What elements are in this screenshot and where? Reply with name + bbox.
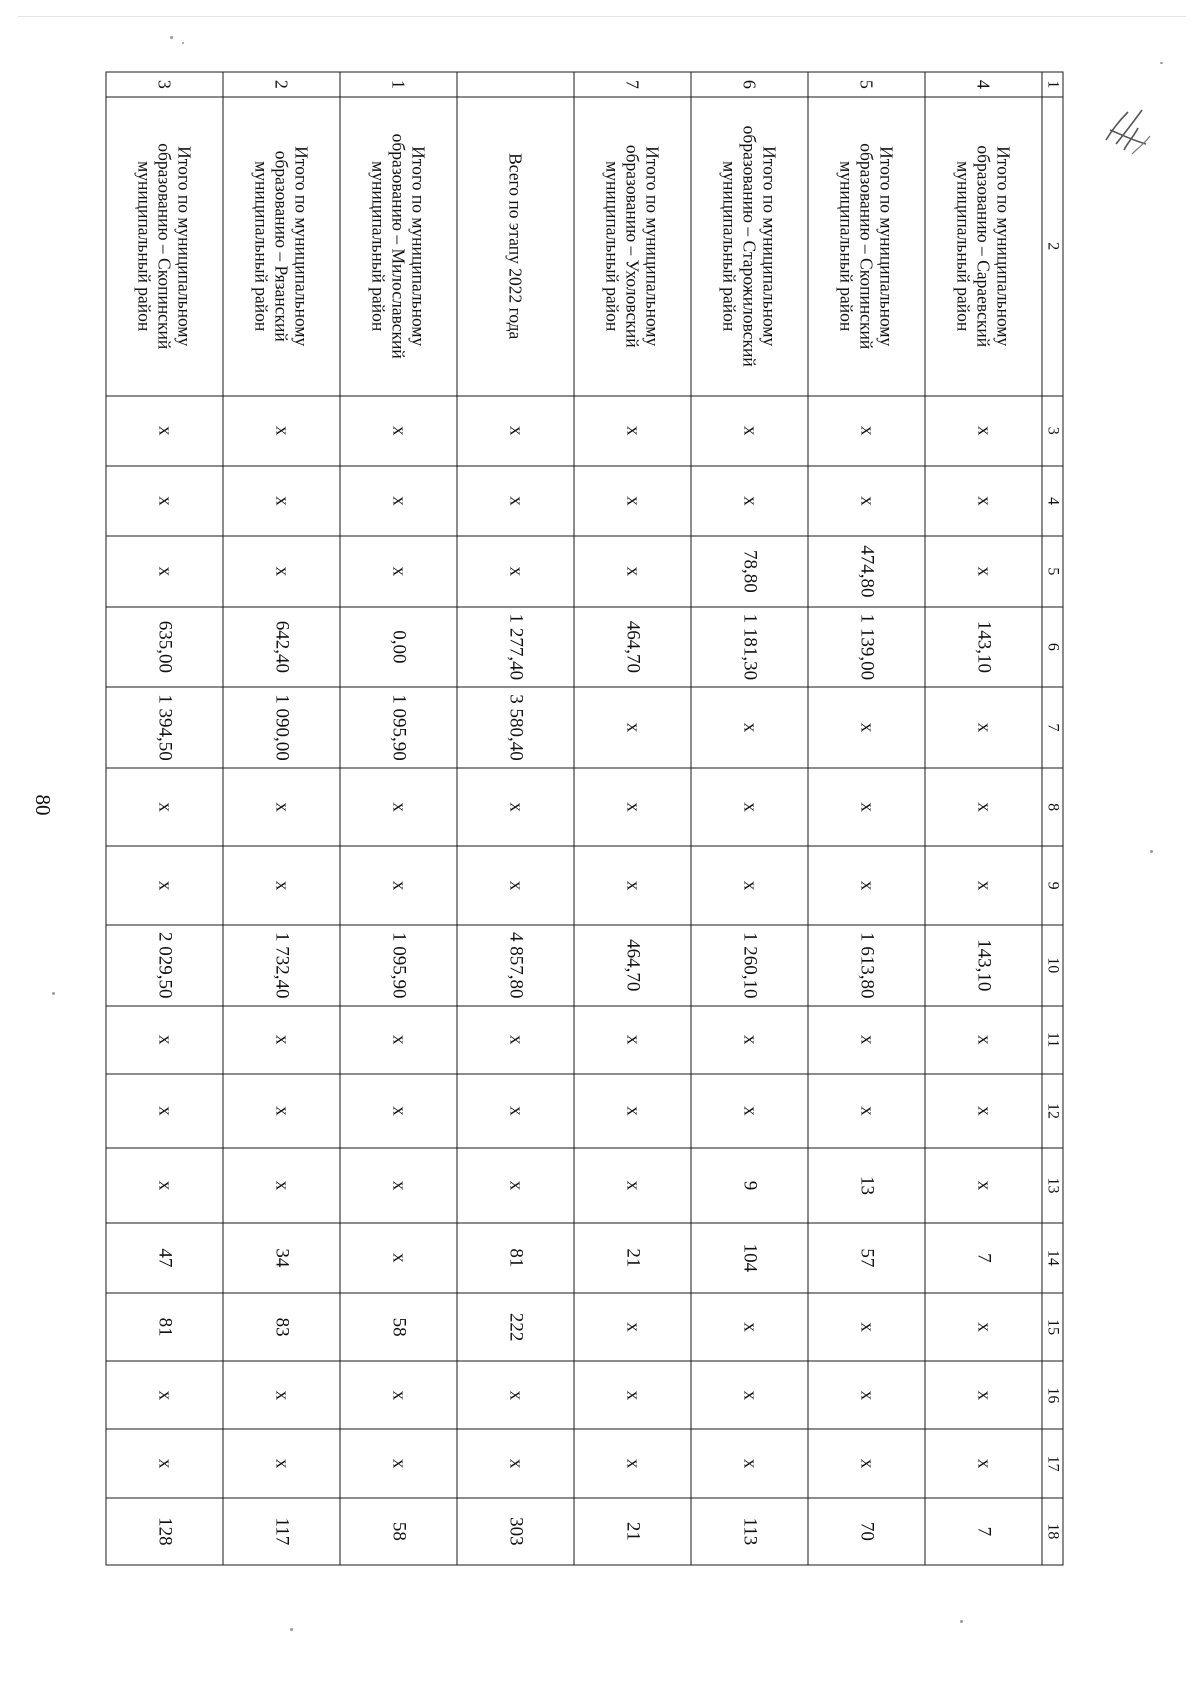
table-row — [691, 72, 808, 1565]
table-cell-col-5: x — [223, 536, 340, 606]
table-cell-col-7: x — [925, 687, 1042, 768]
table-cell-col-4: x — [106, 465, 223, 535]
table-cell-col-15: 222 — [457, 1292, 574, 1360]
column-number-7: 7 — [1042, 687, 1063, 768]
column-number-5: 5 — [1042, 536, 1063, 606]
table-cell-col-12: x — [223, 1073, 340, 1147]
table-cell-col-4: x — [925, 465, 1042, 535]
table-cell-col-7: x — [691, 687, 808, 768]
row-name: Итого по муниципальному образованию – Скопинский муниципальный район — [106, 96, 223, 395]
table-cell-col-11: x — [340, 1005, 457, 1073]
table-cell-col-10: 464,70 — [574, 924, 691, 1005]
column-number-11: 11 — [1042, 1005, 1063, 1073]
scan-speck — [1160, 62, 1163, 64]
table-cell-col-5: x — [925, 536, 1042, 606]
table-cell-col-7: 1 090,00 — [223, 687, 340, 768]
table-row — [106, 72, 223, 1565]
table-cell-col-4: x — [691, 465, 808, 535]
table-cell-col-14: 34 — [223, 1222, 340, 1292]
scan-speck — [170, 36, 173, 39]
column-number-1: 1 — [1042, 72, 1063, 97]
row-name: Итого по муниципальному образованию – Старожиловский муниципальный район — [691, 96, 808, 395]
table-row — [925, 72, 1042, 1565]
handwritten-mark-icon — [1098, 100, 1156, 162]
table-cell-col-4: x — [223, 465, 340, 535]
table-cell-col-16: x — [574, 1361, 691, 1429]
table-row — [574, 72, 691, 1565]
table-cell-col-5: x — [106, 536, 223, 606]
table-cell-col-7: 1 095,90 — [340, 687, 457, 768]
table-cell-col-11: x — [457, 1005, 574, 1073]
row-number: 5 — [808, 72, 925, 97]
table-cell-col-17: x — [574, 1429, 691, 1497]
scan-speck — [960, 1620, 963, 1623]
table-cell-col-15: x — [691, 1292, 808, 1360]
table-row — [457, 72, 574, 1565]
table-cell-col-10: 143,10 — [925, 924, 1042, 1005]
column-number-2: 2 — [1042, 96, 1063, 395]
table-cell-col-3: x — [223, 395, 340, 465]
table-cell-col-4: x — [808, 465, 925, 535]
table-cell-col-8: x — [925, 767, 1042, 846]
table-cell-col-16: x — [925, 1361, 1042, 1429]
table-cell-col-15: 83 — [223, 1292, 340, 1360]
table-cell-col-17: x — [457, 1429, 574, 1497]
column-number-10: 10 — [1042, 924, 1063, 1005]
table-cell-col-8: x — [808, 767, 925, 846]
table-cell-col-6: 1 139,00 — [808, 606, 925, 687]
table-cell-col-8: x — [574, 767, 691, 846]
table-cell-col-9: x — [223, 846, 340, 925]
table-cell-col-11: x — [808, 1005, 925, 1073]
table-cell-col-5: 78,80 — [691, 536, 808, 606]
table-cell-col-18: 21 — [574, 1497, 691, 1564]
table-cell-col-12: x — [808, 1073, 925, 1147]
table-cell-col-8: x — [457, 767, 574, 846]
table-cell-col-8: x — [223, 767, 340, 846]
table-cell-col-10: 4 857,80 — [457, 924, 574, 1005]
column-number-12: 12 — [1042, 1073, 1063, 1147]
table-cell-col-9: x — [925, 846, 1042, 925]
table-cell-col-16: x — [691, 1361, 808, 1429]
table-cell-col-10: 1 260,10 — [691, 924, 808, 1005]
table-cell-col-15: x — [808, 1292, 925, 1360]
column-number-4: 4 — [1042, 465, 1063, 535]
row-number — [457, 72, 574, 97]
table-cell-col-6: 0,00 — [340, 606, 457, 687]
row-number: 6 — [691, 72, 808, 97]
table-cell-col-12: x — [457, 1073, 574, 1147]
table-cell-col-7: x — [808, 687, 925, 768]
table-cell-col-18: 113 — [691, 1497, 808, 1564]
table-cell-col-12: x — [574, 1073, 691, 1147]
table-cell-col-6: 642,40 — [223, 606, 340, 687]
table-cell-col-16: x — [223, 1361, 340, 1429]
table-cell-col-18: 303 — [457, 1497, 574, 1564]
column-number-17: 17 — [1042, 1429, 1063, 1497]
row-number: 2 — [223, 72, 340, 97]
table-cell-col-11: x — [223, 1005, 340, 1073]
table-cell-col-3: x — [925, 395, 1042, 465]
table-cell-col-6: 1 181,30 — [691, 606, 808, 687]
column-number-15: 15 — [1042, 1292, 1063, 1360]
table-cell-col-14: x — [340, 1222, 457, 1292]
table-cell-col-17: x — [808, 1429, 925, 1497]
table-cell-col-3: x — [808, 395, 925, 465]
table-cell-col-15: 58 — [340, 1292, 457, 1360]
column-number-row — [1042, 72, 1063, 1565]
data-table — [105, 71, 1063, 1565]
table-cell-col-8: x — [340, 767, 457, 846]
table-row — [223, 72, 340, 1565]
table-cell-col-5: x — [457, 536, 574, 606]
table-cell-col-3: x — [106, 395, 223, 465]
table-cell-col-15: 81 — [106, 1292, 223, 1360]
row-name: Итого по муниципальному образованию – Милославский муниципальный район — [340, 96, 457, 395]
table-cell-col-4: x — [457, 465, 574, 535]
scan-speck — [52, 992, 55, 995]
table-cell-col-14: 81 — [457, 1222, 574, 1292]
table-cell-col-18: 7 — [925, 1497, 1042, 1564]
table-cell-col-15: x — [925, 1292, 1042, 1360]
table-cell-col-6: 1 277,40 — [457, 606, 574, 687]
column-number-13: 13 — [1042, 1148, 1063, 1222]
row-name: Итого по муниципальному образованию – Рязанский муниципальный район — [223, 96, 340, 395]
table-cell-col-14: 21 — [574, 1222, 691, 1292]
column-number-3: 3 — [1042, 395, 1063, 465]
scan-speck — [290, 1628, 293, 1631]
table-row — [808, 72, 925, 1565]
table-cell-col-11: x — [574, 1005, 691, 1073]
table-cell-col-10: 1 095,90 — [340, 924, 457, 1005]
table-cell-col-13: 13 — [808, 1148, 925, 1222]
table-cell-col-6: 143,10 — [925, 606, 1042, 687]
table-cell-col-14: 47 — [106, 1222, 223, 1292]
table-cell-col-13: x — [223, 1148, 340, 1222]
column-number-16: 16 — [1042, 1361, 1063, 1429]
table-cell-col-8: x — [106, 767, 223, 846]
table-cell-col-17: x — [340, 1429, 457, 1497]
table-cell-col-18: 58 — [340, 1497, 457, 1564]
table-body — [106, 72, 1063, 1565]
table-cell-col-7: x — [574, 687, 691, 768]
table-cell-col-12: x — [106, 1073, 223, 1147]
table-cell-col-9: x — [457, 846, 574, 925]
table-cell-col-17: x — [106, 1429, 223, 1497]
column-number-14: 14 — [1042, 1222, 1063, 1292]
row-name: Всего по этапу 2022 года — [457, 96, 574, 395]
scan-speck — [1150, 850, 1153, 853]
row-number: 7 — [574, 72, 691, 97]
table-cell-col-12: x — [691, 1073, 808, 1147]
table-cell-col-3: x — [574, 395, 691, 465]
row-number: 4 — [925, 72, 1042, 97]
table-cell-col-16: x — [808, 1361, 925, 1429]
table-cell-col-10: 1 732,40 — [223, 924, 340, 1005]
table-cell-col-6: 635,00 — [106, 606, 223, 687]
column-number-6: 6 — [1042, 606, 1063, 687]
table-cell-col-17: x — [925, 1429, 1042, 1497]
table-cell-col-13: x — [457, 1148, 574, 1222]
row-name: Итого по муниципальному образованию – Ухоловский муниципальный район — [574, 96, 691, 395]
table-cell-col-14: 57 — [808, 1222, 925, 1292]
table-cell-col-9: x — [106, 846, 223, 925]
table-cell-col-17: x — [223, 1429, 340, 1497]
table-cell-col-16: x — [106, 1361, 223, 1429]
table-cell-col-13: x — [925, 1148, 1042, 1222]
table-cell-col-4: x — [574, 465, 691, 535]
table-cell-col-17: x — [691, 1429, 808, 1497]
table-cell-col-13: x — [574, 1148, 691, 1222]
table-cell-col-3: x — [691, 395, 808, 465]
column-number-18: 18 — [1042, 1497, 1063, 1564]
table-cell-col-11: x — [691, 1005, 808, 1073]
row-name: Итого по муниципальному образованию – Скопинский муниципальный район — [808, 96, 925, 395]
scan-speck — [182, 42, 184, 44]
table-cell-col-14: 7 — [925, 1222, 1042, 1292]
table-container — [110, 71, 1063, 1565]
table-cell-col-5: x — [340, 536, 457, 606]
table-cell-col-18: 117 — [223, 1497, 340, 1564]
table-cell-col-3: x — [457, 395, 574, 465]
table-cell-col-15: x — [574, 1292, 691, 1360]
table-row — [340, 72, 457, 1565]
table-cell-col-4: x — [340, 465, 457, 535]
table-cell-col-7: 1 394,50 — [106, 687, 223, 768]
column-number-8: 8 — [1042, 767, 1063, 846]
table-cell-col-13: 9 — [691, 1148, 808, 1222]
table-cell-col-13: x — [340, 1148, 457, 1222]
table-cell-col-12: x — [340, 1073, 457, 1147]
table-cell-col-14: 104 — [691, 1222, 808, 1292]
row-number: 1 — [340, 72, 457, 97]
table-cell-col-10: 2 029,50 — [106, 924, 223, 1005]
table-cell-col-5: 474,80 — [808, 536, 925, 606]
table-cell-col-5: x — [574, 536, 691, 606]
table-cell-col-11: x — [925, 1005, 1042, 1073]
column-number-9: 9 — [1042, 846, 1063, 925]
table-cell-col-9: x — [340, 846, 457, 925]
row-name: Итого по муниципальному образованию – Сараевский муниципальный район — [925, 96, 1042, 395]
table-cell-col-18: 70 — [808, 1497, 925, 1564]
table-cell-col-16: x — [457, 1361, 574, 1429]
table-cell-col-9: x — [574, 846, 691, 925]
table-cell-col-11: x — [106, 1005, 223, 1073]
table-cell-col-6: 464,70 — [574, 606, 691, 687]
table-cell-col-12: x — [925, 1073, 1042, 1147]
table-cell-col-3: x — [340, 395, 457, 465]
table-cell-col-10: 1 613,80 — [808, 924, 925, 1005]
table-cell-col-16: x — [340, 1361, 457, 1429]
table-cell-col-18: 128 — [106, 1497, 223, 1564]
table-cell-col-13: x — [106, 1148, 223, 1222]
row-number: 3 — [106, 72, 223, 97]
table-cell-col-8: x — [691, 767, 808, 846]
table-cell-col-9: x — [691, 846, 808, 925]
table-cell-col-9: x — [808, 846, 925, 925]
page-number: 80 — [31, 794, 55, 816]
table-cell-col-7: 3 580,40 — [457, 687, 574, 768]
